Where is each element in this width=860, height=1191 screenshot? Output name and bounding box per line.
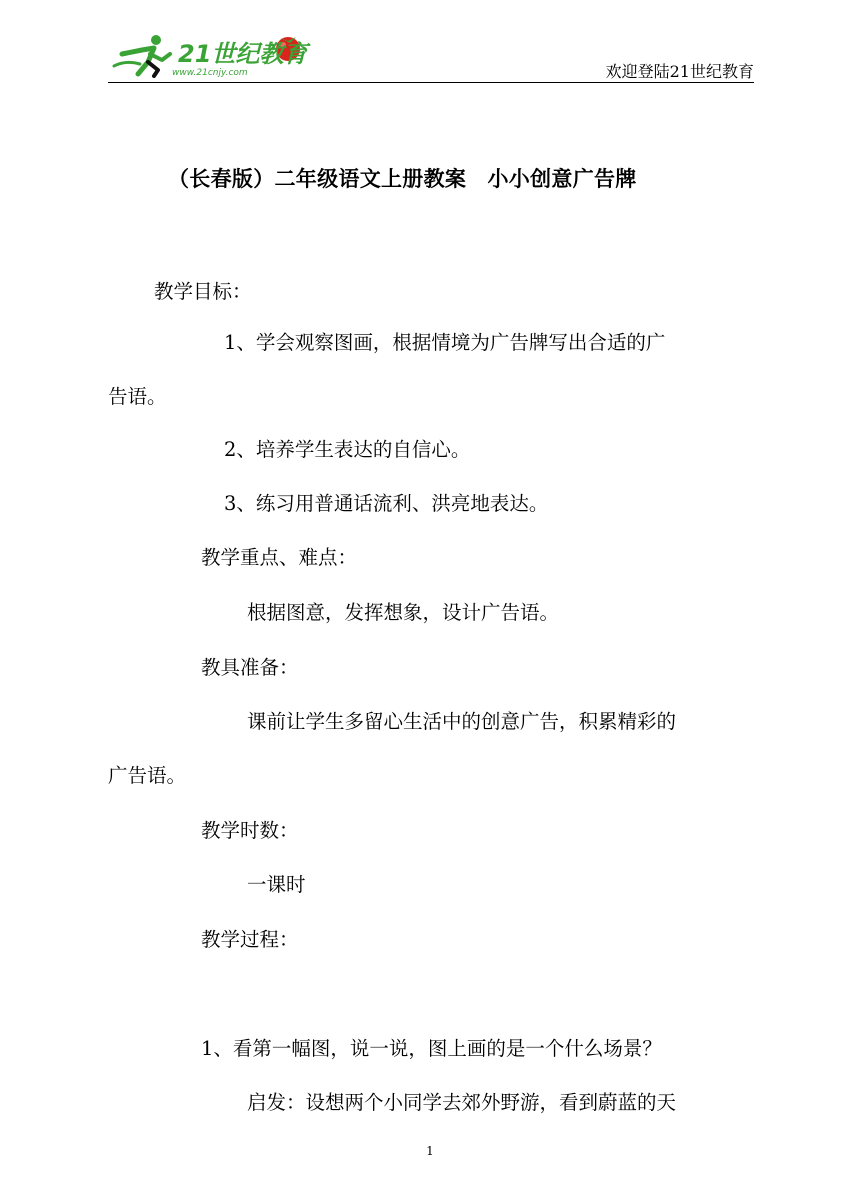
paragraph-line: 一课时 xyxy=(247,873,306,896)
paragraph-line: 1、看第一幅图，说一说，图上画的是一个什么场景？ xyxy=(201,1037,662,1060)
logo-url: www.21cnjy.com xyxy=(172,68,248,78)
site-logo xyxy=(112,32,312,78)
paragraph-line: 1、学会观察图画，根据情境为广告牌写出合适的广 xyxy=(224,331,666,354)
document-title: （长春版）二年级语文上册教案 小小创意广告牌 xyxy=(168,166,637,191)
section-heading: 教具准备： xyxy=(201,656,299,679)
logo-text: 21世纪教育 xyxy=(178,40,308,68)
section-heading: 教学重点、难点： xyxy=(201,546,358,569)
paragraph-line: 根据图意，发挥想象，设计广告语。 xyxy=(247,601,560,624)
paragraph-line: 告语。 xyxy=(108,385,167,408)
runner-icon xyxy=(114,35,170,76)
paragraph-line: 3、练习用普通话流利、洪亮地表达。 xyxy=(224,492,549,515)
section-heading: 教学目标： xyxy=(154,280,252,303)
paragraph-line: 课前让学生多留心生活中的创意广告，积累精彩的 xyxy=(247,710,677,733)
paragraph-line: 2、培养学生表达的自信心。 xyxy=(224,438,471,461)
page-number: 1 xyxy=(426,1144,434,1158)
section-heading: 教学时数： xyxy=(201,819,299,842)
welcome-text: 欢迎登陆21世纪教育 xyxy=(605,62,754,81)
paragraph-line: 启发：设想两个小同学去郊外野游，看到蔚蓝的天 xyxy=(247,1091,677,1114)
page-header xyxy=(108,28,754,83)
paragraph-line: 广告语。 xyxy=(108,764,187,787)
section-heading: 教学过程： xyxy=(201,928,299,951)
